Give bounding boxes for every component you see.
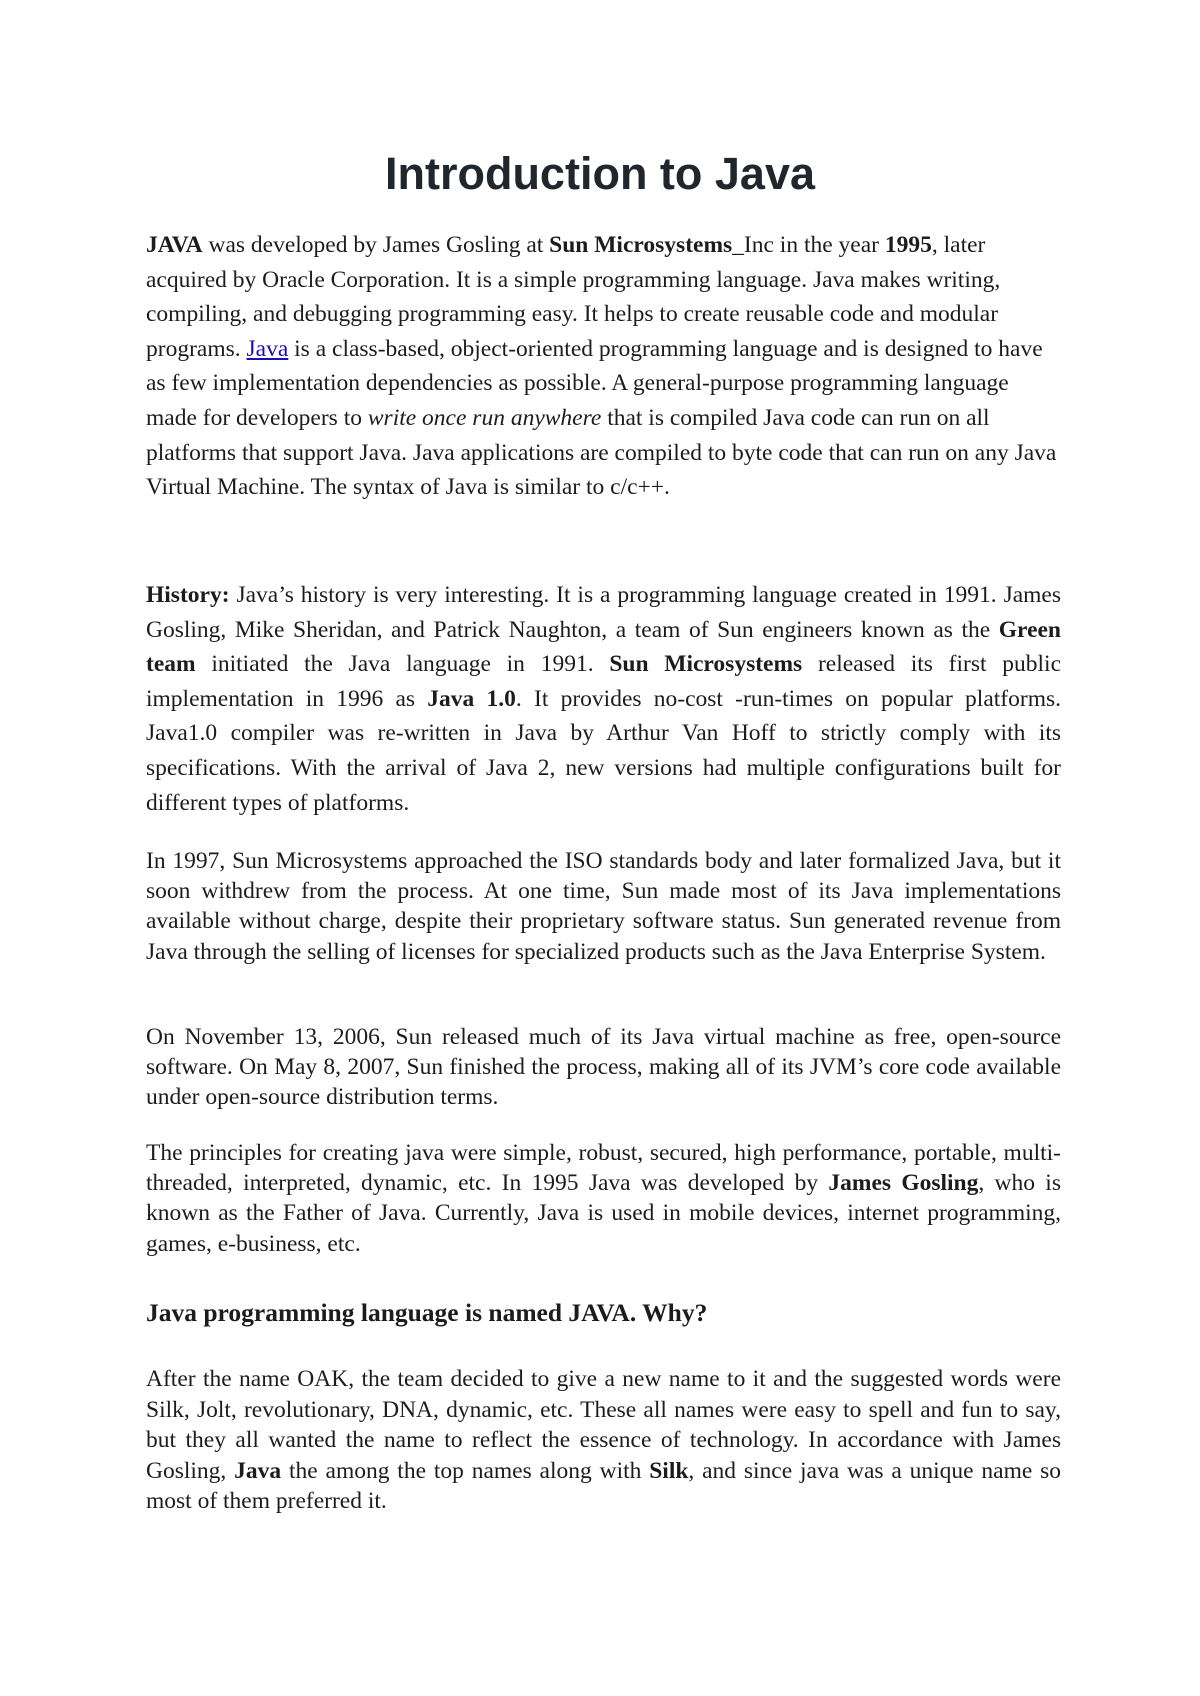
history-text-c: released its first public implementation in 1996 as bbox=[146, 651, 1062, 712]
history-paragraph bbox=[146, 578, 1061, 820]
intro-bold-sun-microsystems: Sun Microsystems bbox=[549, 232, 733, 258]
intro-text-d: is a class-based, object-oriented programming language and is designed to have as few implementation dependencies as possible. A general-purpose programming language made for developers to bbox=[146, 335, 1043, 431]
history-bold-green-team: Green team bbox=[146, 616, 1061, 678]
principles-bold-james-gosling: James Gosling bbox=[828, 1170, 979, 1197]
why-text-a: After the name OAK, the team decided to give a new name to it and the suggested words were Silk, Jolt, revolutionary, DNA, dynamic, etc. These all names were easy to spell and fun to say, but they all wanted the name to reflect the essence of technology. In accordance with James Gosling, bbox=[146, 1366, 1061, 1484]
intro-text-b: Inc in the year bbox=[743, 232, 885, 258]
history-bold-java-1-0: Java 1.0 bbox=[427, 685, 516, 712]
why-heading: Java programming language is named JAVA. Why? bbox=[146, 1298, 708, 1327]
why-paragraph bbox=[146, 1364, 1061, 1517]
why-bold-java: Java bbox=[234, 1457, 282, 1484]
history-label: History: bbox=[146, 582, 230, 608]
history-text-d: . It provides no-cost -run-times on popular platforms. Java1.0 compiler was re-written in Java by Arthur Van Hoff to strictly comply with its specifications. With the arrival of Java 2, new versions had multiple configurations built for different types of platforms. bbox=[146, 685, 1061, 816]
history-bold-sun-microsystems: Sun Microsystems bbox=[609, 651, 803, 678]
history-text-a: Java’s history is very interesting. It is a programming language created in 1991. James Gosling, Mike Sheridan, and Patrick Naughton, a team of Sun engineers known as the bbox=[146, 582, 1061, 643]
intro-italic-motto: write once run anywhere bbox=[367, 404, 602, 431]
java-link[interactable]: Java bbox=[246, 335, 289, 362]
paragraph-2006: On November 13, 2006, Sun released much of its Java virtual machine as free, open-source software. On May 8, 2007, Sun finished the process, making all of its JVM’s core code available under open-source distribution terms. bbox=[146, 1024, 1061, 1111]
why-bold-silk: Silk bbox=[649, 1457, 689, 1484]
intro-text-c: , later acquired by Oracle Corporation. It is a simple programming language. Java makes writing, compiling, and debugging programming easy. It helps to create reusable code and modular programs. bbox=[146, 232, 1001, 362]
why-text-c: , and since java was a unique name so most of them preferred it. bbox=[146, 1457, 1062, 1514]
why-text-b: the among the top names along with bbox=[281, 1457, 650, 1484]
principles-text-b: , who is known as the Father of Java. Currently, Java is used in mobile devices, internet programming, games, e-business, etc. bbox=[146, 1170, 1061, 1257]
principles-paragraph bbox=[146, 1138, 1061, 1259]
intro-text-e: that is compiled Java code can run on all platforms that support Java. Java applications are compiled to byte code that can run on any Java Virtual Machine. The syntax of Java is similar to c/c++. bbox=[146, 404, 1057, 501]
intro-text-a: was developed by James Gosling at bbox=[202, 232, 550, 258]
principles-text-a: The principles for creating java were simple, robust, secured, high performance, portable, multi-threaded, interpreted, dynamic, etc. In 1995 Java was developed by bbox=[146, 1140, 1061, 1197]
intro-bold-year: 1995 bbox=[884, 232, 932, 258]
document-title: Introduction to Java bbox=[384, 148, 816, 199]
intro-paragraph bbox=[146, 228, 1061, 505]
intro-underscore: _ bbox=[732, 232, 744, 258]
intro-bold-java: JAVA bbox=[146, 232, 203, 258]
history-text-b: initiated the Java language in 1991. bbox=[195, 651, 610, 678]
paragraph-1997: In 1997, Sun Microsystems approached the ISO standards body and later formalized Java, but it soon withdrew from the process. At one time, Sun made most of its Java implementations available without charge, despite their proprietary software status. Sun generated revenue from Java through the selling of licenses for specialized products such as the Java Enterprise System. bbox=[146, 848, 1061, 965]
